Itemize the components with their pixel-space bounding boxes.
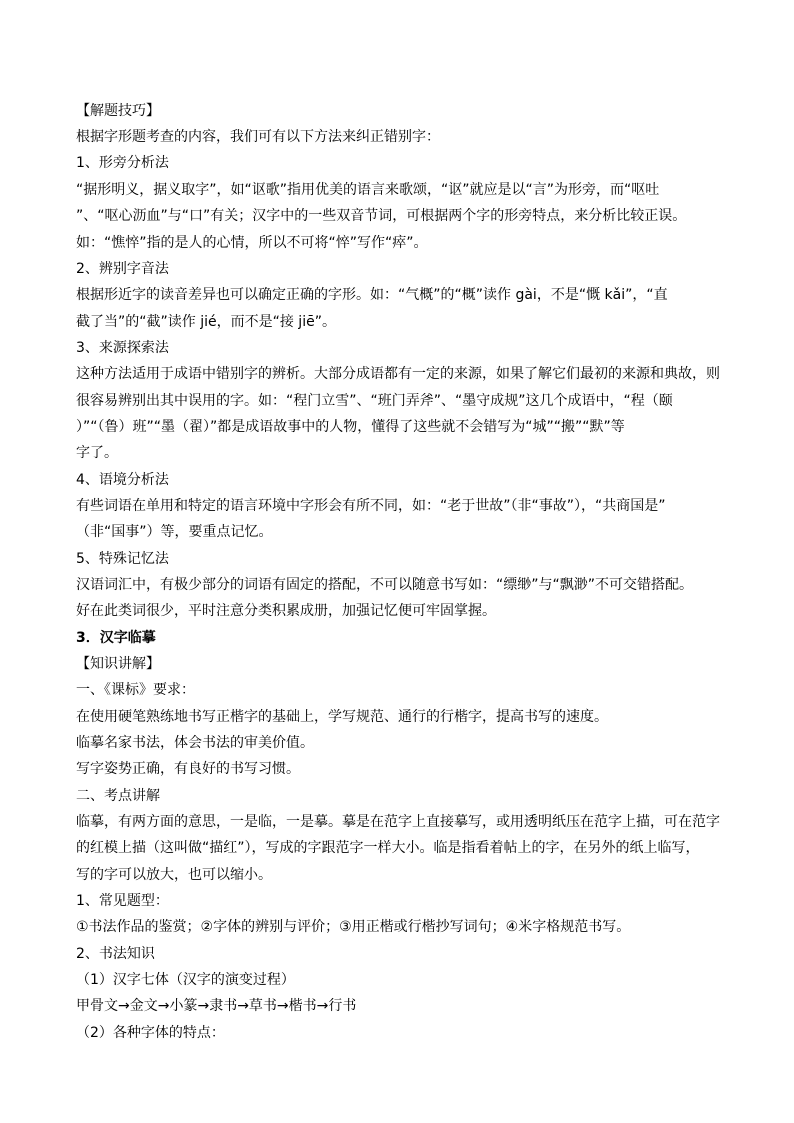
- method-2-text-2: 截了当”的“截”读作 jié，而不是“接 jiē”。: [76, 314, 336, 330]
- requirement-3: 写字姿势正确，有良好的书写习惯。: [76, 761, 300, 777]
- method-3-text-1: 这种方法适用于成语中错别字的辨析。大部分成语都有一定的来源，如果了解它们最初的来源和典故，则: [76, 366, 720, 382]
- section-3-title: 3．汉字临摹: [76, 630, 156, 646]
- curriculum-requirements-heading: 一、《课标》要求：: [76, 682, 195, 698]
- script-features-heading: （2）各种字体的特点：: [76, 1025, 225, 1041]
- requirement-2: 临摹名家书法，体会书法的审美价值。: [76, 735, 314, 751]
- script-evolution-sequence: 甲骨文→金文→小篆→隶书→草书→楷书→行书: [76, 998, 357, 1014]
- method-1-heading: 1、形旁分析法: [76, 155, 169, 171]
- paragraph-intro: 根据字形题考查的内容，我们可有以下方法来纠正错别字：: [76, 129, 440, 145]
- method-3-text-2: 很容易辨别出其中误用的字。如：“程门立雪”、“班门弄斧”、“墨守成规”这几个成语中，“程（颐: [76, 393, 673, 409]
- key-points-heading: 二、考点讲解: [76, 788, 160, 804]
- method-1-text-1: “据形明义，据义取字”，如“讴歌”指用优美的语言来歌颂，“讴”就应是以“言”为形旁，而“呕吐: [76, 182, 660, 198]
- key-points-text-1: 临摹，有两方面的意思，一是临，一是摹。摹是在范字上直接摹写，或用透明纸压在范字上描，可在范字: [76, 814, 720, 830]
- key-points-text-2: 的红模上描（这叫做“描红”），写成的字跟范字一样大小。临是指看着帖上的字，在另外的纸上临写，: [76, 840, 700, 856]
- method-1-text-3: 如：“憔悴”指的是人的心情，所以不可将“悴”写作“瘁”。: [76, 235, 428, 251]
- calligraphy-knowledge-heading: 2、书法知识: [76, 946, 155, 962]
- key-points-text-3: 写的字可以放大，也可以缩小。: [76, 867, 272, 883]
- heading-knowledge-explanation: 【知识讲解】: [76, 656, 160, 672]
- method-3-text-3: ）”“（鲁）班”“墨（翟）”都是成语故事中的人物，懂得了这些就不会错写为“城”“搬”“默”等: [76, 419, 625, 435]
- requirement-1: 在使用硬笔熟练地书写正楷字的基础上，学写规范、通行的行楷字，提高书写的速度。: [76, 709, 608, 725]
- method-4-text-2: （非“国事”）等，要重点记忆。: [76, 524, 273, 540]
- method-5-text-2: 好在此类词很少，平时注意分类积累成册，加强记忆便可牢固掌握。: [76, 603, 496, 619]
- method-2-text-1: 根据形近字的读音差异也可以确定正确的字形。如：“气概”的“概”读作 gài，不是“慨 kǎi”，“直: [76, 287, 668, 303]
- method-1-text-2: ”、“呕心沥血”与“口”有关；汉字中的一些双音节词，可根据两个字的形旁特点，来分析比较正误。: [76, 208, 687, 224]
- method-3-heading: 3、来源探索法: [76, 340, 169, 356]
- question-types-heading: 1、常见题型：: [76, 893, 169, 909]
- method-4-text-1: 有些词语在单用和特定的语言环境中字形会有所不同，如：“老于世故”（非“事故”），“共商国是”: [76, 498, 666, 514]
- method-3-text-4: 字了。: [76, 445, 118, 461]
- method-5-text-1: 汉语词汇中，有极少部分的词语有固定的搭配，不可以随意书写如：“缥缈”与“飘渺”不可交错搭配。: [76, 577, 694, 593]
- method-2-heading: 2、辨别字音法: [76, 261, 169, 277]
- seven-scripts-heading: （1）汉字七体（汉字的演变过程）: [76, 972, 295, 988]
- question-types-list: ①书法作品的鉴赏；②字体的辨别与评价；③用正楷或行楷抄写词句；④米字格规范书写。: [76, 919, 631, 935]
- heading-problem-solving-tips: 【解题技巧】: [76, 103, 160, 119]
- method-5-heading: 5、特殊记忆法: [76, 551, 169, 567]
- method-4-heading: 4、语境分析法: [76, 472, 169, 488]
